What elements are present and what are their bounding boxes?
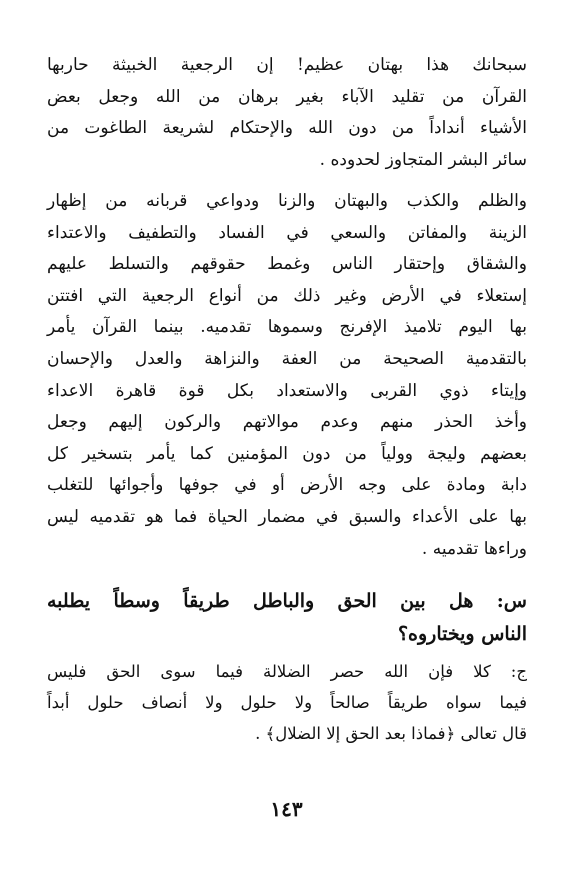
paragraph-line: الزينة والمفاتن والسعي في الفساد والتطفيف والاعتداء	[47, 222, 527, 243]
paragraph-line: وراءها تقدميه .	[421, 538, 527, 559]
paragraph-line: بها على الأعداء والسبق في مضمار الحياة فما هو تقدميه ليس	[47, 506, 527, 527]
answer-line: فيما سواه طريقاً صالحاً ولا حلول ولا أنصاف حلول أبداً	[47, 693, 527, 712]
question-line: س: هل بين الحق والباطل طريقاً وسطاً يطلبه	[47, 590, 527, 612]
paragraph-line: بها اليوم تلاميذ الإفرنج وسموها تقدميه. بينما القرآن يأمر	[47, 317, 527, 338]
paragraph-line: الأشياء أنداداً من دون الله والإحتكام لشريعة الطاغوت من	[47, 118, 527, 139]
paragraph-2	[47, 186, 527, 565]
paragraph-line: دابة ومادة على وجه الأرض أو في جوفها وأجوائها للتغلب	[47, 475, 527, 496]
question-line: الناس ويختاروه؟	[397, 623, 527, 645]
paragraph-line: والظلم والكذب والبهتان والزنا ودواعي قربانه من إظهار	[47, 191, 527, 211]
answer-paragraph	[47, 656, 527, 749]
paragraph-1	[47, 50, 527, 176]
paragraph-line: بعضهم وليجة وولياً من دون المؤمنين كما يأمر بتسخير كل	[47, 443, 527, 464]
page-number: ١٤٣	[270, 797, 303, 821]
paragraph-line: والشقاق وإحتقار الناس وغمط حقوقهم والتسلط عليهم	[47, 254, 527, 275]
paragraph-line: بالتقدمية الصحيحة من العفة والنزاهة والعدل والإحسان	[47, 348, 527, 369]
question-heading	[47, 585, 527, 651]
paragraph-line: سبحانك هذا بهتان عظيم! إن الرجعية الخبيثة حاربها	[47, 55, 527, 75]
paragraph-line: القرآن من تقليد الآباء بغير برهان من الله وجعل بعض	[47, 86, 527, 107]
paragraph-line: وأخذ الحذر منهم وعدم موالاتهم والركون إليهم وجعل	[47, 412, 527, 433]
answer-line: ج: كلا فإن الله حصر الضلالة فيما سوى الحق فليس	[47, 662, 527, 681]
answer-line: قال تعالى ﴿فماذا بعد الحق إلا الضلال﴾ .	[255, 724, 527, 743]
paragraph-line: إستعلاء في الأرض وغير ذلك من أنواع الرجعية التي افتتن	[47, 285, 527, 306]
paragraph-line: وإيتاء ذوي القربى والاستعداد بكل قوة قاهرة الاعداء	[47, 380, 527, 401]
paragraph-line: سائر البشر المتجاوز لحدوده .	[319, 149, 527, 170]
